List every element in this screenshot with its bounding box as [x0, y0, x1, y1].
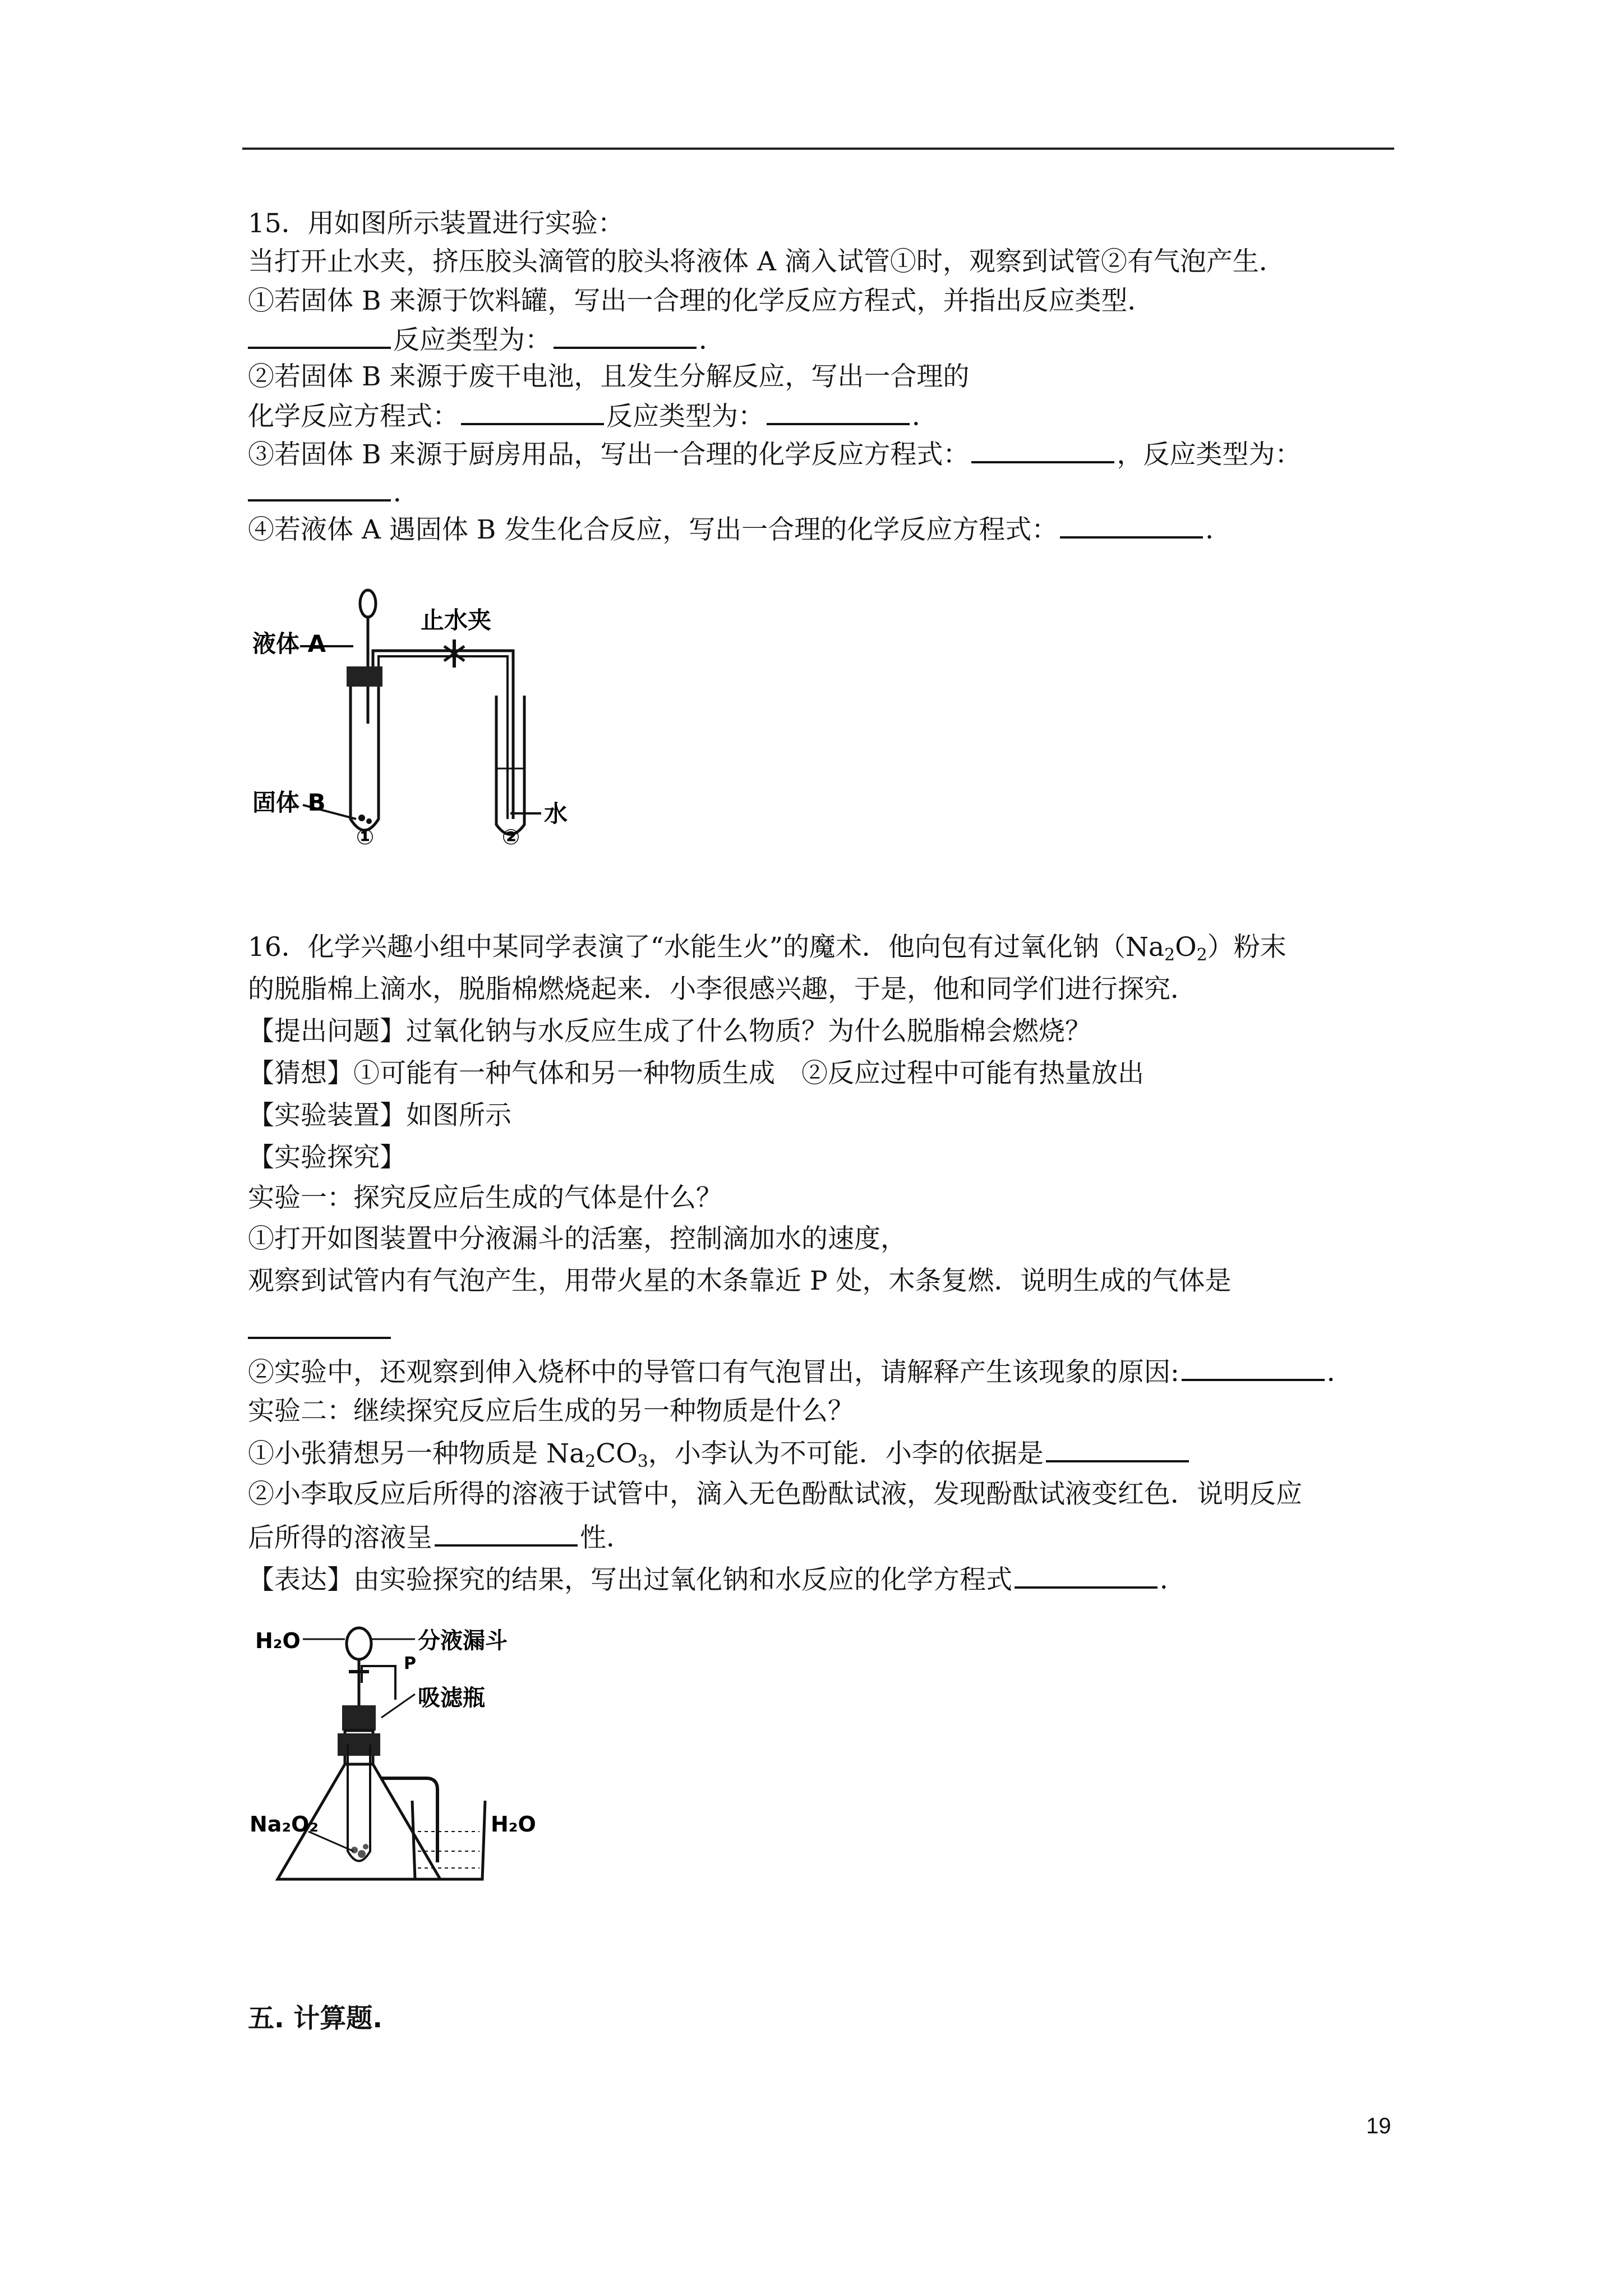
q15-title: 15．用如图所示装置进行实验： — [248, 208, 624, 239]
header-rule — [242, 148, 1394, 150]
answer-blank[interactable] — [1046, 1439, 1189, 1462]
q16-exp1: 实验一：探究反应后生成的气体是什么？ — [248, 1182, 722, 1213]
q15-apparatus-figure — [247, 583, 617, 847]
answer-blank[interactable] — [554, 325, 697, 349]
label-liquid-a: 液体 A — [252, 630, 326, 657]
answer-blank[interactable] — [461, 402, 604, 425]
q16-apparatus-figure — [247, 1616, 594, 1896]
q16-exp1-c: ②实验中，还观察到伸入烧杯中的导管口有气泡冒出，请解释产生该现象的原因: ． — [248, 1357, 1353, 1388]
q16-exp2: 实验二：继续探究反应后生成的另一种物质是什么？ — [248, 1396, 854, 1427]
q15-part4: ④若液体 A 遇固体 B 发生化合反应，写出一合理的化学反应方程式： ． — [248, 514, 1232, 545]
q15-part3-answer-line: ． — [248, 478, 419, 506]
q16-exp1-b-answer — [248, 1315, 393, 1343]
q15-intro: 当打开止水夹，挤压胶头滴管的胶头将液体 A 滴入试管①时，观察到试管②有气泡产生． — [248, 246, 1285, 277]
q15-part2: ②若固体 B 来源于废干电池，且发生分解反应，写出一合理的 — [248, 361, 970, 392]
page-number: 19 — [1366, 2114, 1391, 2138]
q16-exp2-c: 后所得的溶液呈 性． — [248, 1522, 633, 1553]
beaker-icon — [412, 1801, 485, 1879]
label-water: 水 — [544, 800, 568, 827]
label-clamp: 止水夹 — [421, 606, 492, 634]
answer-blank[interactable] — [1060, 515, 1203, 539]
clamp-icon — [444, 639, 464, 668]
q16-explore: 【实验探究】 — [248, 1142, 406, 1173]
answer-blank[interactable] — [435, 1523, 578, 1547]
answer-blank[interactable] — [1182, 1358, 1325, 1381]
q16-apparatus: 【实验装置】如图所示 — [248, 1100, 511, 1131]
label-flask: 吸滤瓶 — [418, 1685, 485, 1711]
answer-blank[interactable] — [1015, 1565, 1158, 1589]
q16-line1: 16．化学兴趣小组中某同学表演了“水能生火”的魔术．他向包有过氧化钠$(Na_2O_2)$粉末 — [248, 932, 1287, 965]
answer-blank[interactable] — [248, 325, 391, 349]
answer-blank[interactable] — [971, 440, 1114, 463]
q16-exp2-b: ②小李取反应后所得的溶液于试管中，滴入无色酚酞试液，发现酚酞试液变红色．说明反应 — [248, 1479, 1302, 1510]
label-funnel: 分液漏斗 — [418, 1628, 508, 1654]
q16-exp2-a: ①小张猜想另一种物质是 $Na_2CO_3$，小李认为不可能．小李的依据是 — [248, 1439, 1191, 1470]
q15-part3: ③若固体 B 来源于厨房用品，写出一合理的化学反应方程式： ，反应类型为： — [248, 439, 1302, 470]
answer-blank[interactable] — [248, 1315, 391, 1339]
q16-exp1-b: 观察到试管内有气泡产生，用带火星的木条靠近 P 处，木条复燃．说明生成的气体是 — [248, 1266, 1232, 1296]
q15-part1-answer-line: 反应类型为： ． — [248, 325, 725, 353]
label-p: P — [404, 1654, 416, 1673]
q15-part2-answer-line: 化学反应方程式： 反应类型为： ． — [248, 401, 938, 432]
answer-blank[interactable] — [248, 478, 391, 501]
q16-question: 【提出问题】过氧化钠与水反应生成了什么物质？为什么脱脂棉会燃烧？ — [248, 1016, 1091, 1047]
label-solid-b: 固体 B — [252, 789, 326, 816]
label-h2o-beaker: H₂O — [491, 1812, 536, 1837]
q16-guess: 【猜想】①可能有一种气体和另一种物质生成 ②反应过程中可能有热量放出 — [248, 1058, 1144, 1089]
q16-line2: 的脱脂棉上滴水，脱脂棉燃烧起来．小李很感兴趣，于是，他和同学们进行探究． — [248, 974, 1197, 1005]
label-tube-1: ① — [356, 825, 375, 847]
section-5-heading: 五. 计算题. — [248, 2003, 383, 2034]
label-na2o2: Na₂O₂ — [250, 1812, 319, 1837]
label-tube-2: ② — [502, 825, 520, 847]
label-h2o-top: H₂O — [255, 1628, 301, 1653]
q16-express: 【表达】由实验探究的结果，写出过氧化钠和水反应的化学方程式 ． — [248, 1565, 1186, 1595]
q15-part1: ①若固体 B 来源于饮料罐，写出一合理的化学反应方程式，并指出反应类型． — [248, 286, 1154, 316]
q16-exp1-a: ①打开如图装置中分液漏斗的活塞，控制滴加水的速度， — [248, 1223, 907, 1254]
answer-blank[interactable] — [767, 402, 910, 425]
